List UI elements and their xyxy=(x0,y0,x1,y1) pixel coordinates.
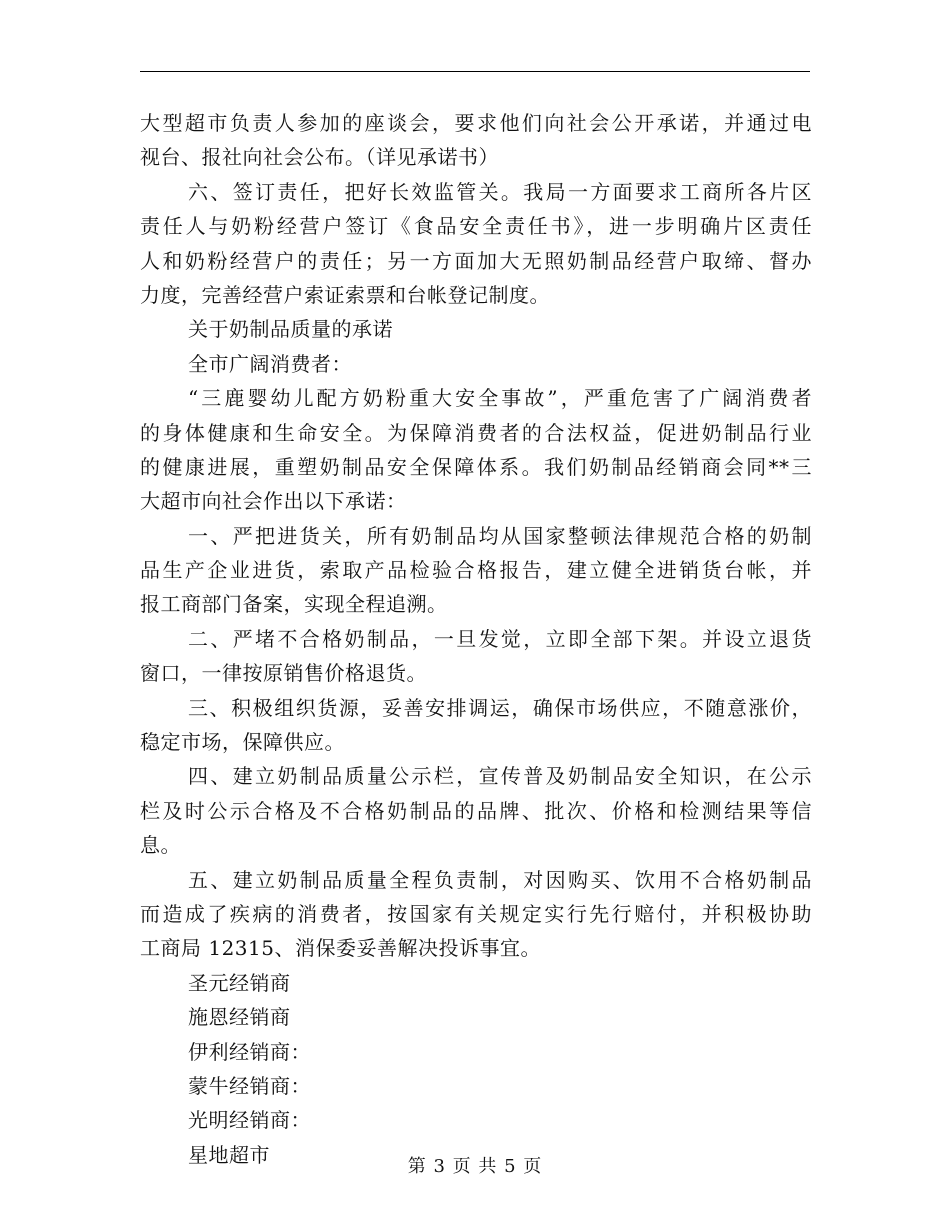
text-line: 施恩经销商 xyxy=(188,1005,291,1030)
text-line: 二、严堵不合格奶制品，一旦发觉，立即全部下架。并设立退货 xyxy=(188,626,812,651)
text-line: 工商局 12315、消保委妥善解决投诉事宜。 xyxy=(140,936,541,961)
text-line: “三鹿婴幼儿配方奶粉重大安全事故”，严重危害了广阔消费者 xyxy=(188,386,812,411)
text-line: 大型超市负责人参加的座谈会，要求他们向社会公开承诺，并通过电 xyxy=(140,111,812,135)
text-line: 息。 xyxy=(140,833,181,858)
text-line: 视台、报社向社会公布。（详见承诺书） xyxy=(140,145,499,170)
text-line: 圣元经销商 xyxy=(188,970,291,995)
text-line: 三、积极组织货源，妥善安排调运，确保市场供应，不随意涨价， xyxy=(188,695,812,720)
text-line: 而造成了疾病的消费者，按国家有关规定实行先行赔付，并积极协助 xyxy=(140,901,812,926)
text-line: 全市广阔消费者： xyxy=(188,351,352,376)
text-line: 窗口，一律按原销售价格退货。 xyxy=(140,661,427,686)
document-body xyxy=(140,106,812,1172)
text-line: 一、严把进货关，所有奶制品均从国家整顿法律规范合格的奶制 xyxy=(188,523,812,548)
text-line: 四、建立奶制品质量公示栏，宣传普及奶制品安全知识，在公示 xyxy=(188,764,812,789)
text-line: 人和奶粉经营户的责任；另一方面加大无照奶制品经营户取缔、督办 xyxy=(140,248,812,273)
text-line: 的健康进展，重塑奶制品安全保障体系。我们奶制品经销商会同**三 xyxy=(140,454,812,479)
text-line: 报工商部门备案，实现全程追溯。 xyxy=(140,592,448,617)
text-line: 栏及时公示合格及不合格奶制品的品牌、批次、价格和检测结果等信 xyxy=(140,798,812,823)
text-line: 稳定市场，保障供应。 xyxy=(140,730,345,755)
text-line: 伊利经销商： xyxy=(188,1039,311,1064)
text-line: 蒙牛经销商： xyxy=(188,1073,311,1098)
text-line: 关于奶制品质量的承诺 xyxy=(188,317,393,342)
text-line: 六、签订责任，把好长效监管关。我局一方面要求工商所各片区 xyxy=(188,179,812,204)
text-line: 品生产企业进货，索取产品检验合格报告，建立健全进销货台帐，并 xyxy=(140,558,812,583)
page-footer: 第 3 页 共 5 页 xyxy=(407,1156,543,1177)
text-line: 责任人与奶粉经营户签订《食品安全责任书》，进一步明确片区责任 xyxy=(140,214,812,239)
header-rule xyxy=(140,71,810,72)
text-line: 的身体健康和生命安全。为保障消费者的合法权益，促进奶制品行业 xyxy=(140,420,812,445)
text-line: 五、建立奶制品质量全程负责制，对因购买、饮用不合格奶制品 xyxy=(188,867,812,892)
text-line: 力度，完善经营户索证索票和台帐登记制度。 xyxy=(140,282,550,307)
text-line: 星地超市 xyxy=(188,1142,270,1167)
text-line: 大超市向社会作出以下承诺： xyxy=(140,489,407,514)
text-line: 光明经销商： xyxy=(188,1108,311,1133)
